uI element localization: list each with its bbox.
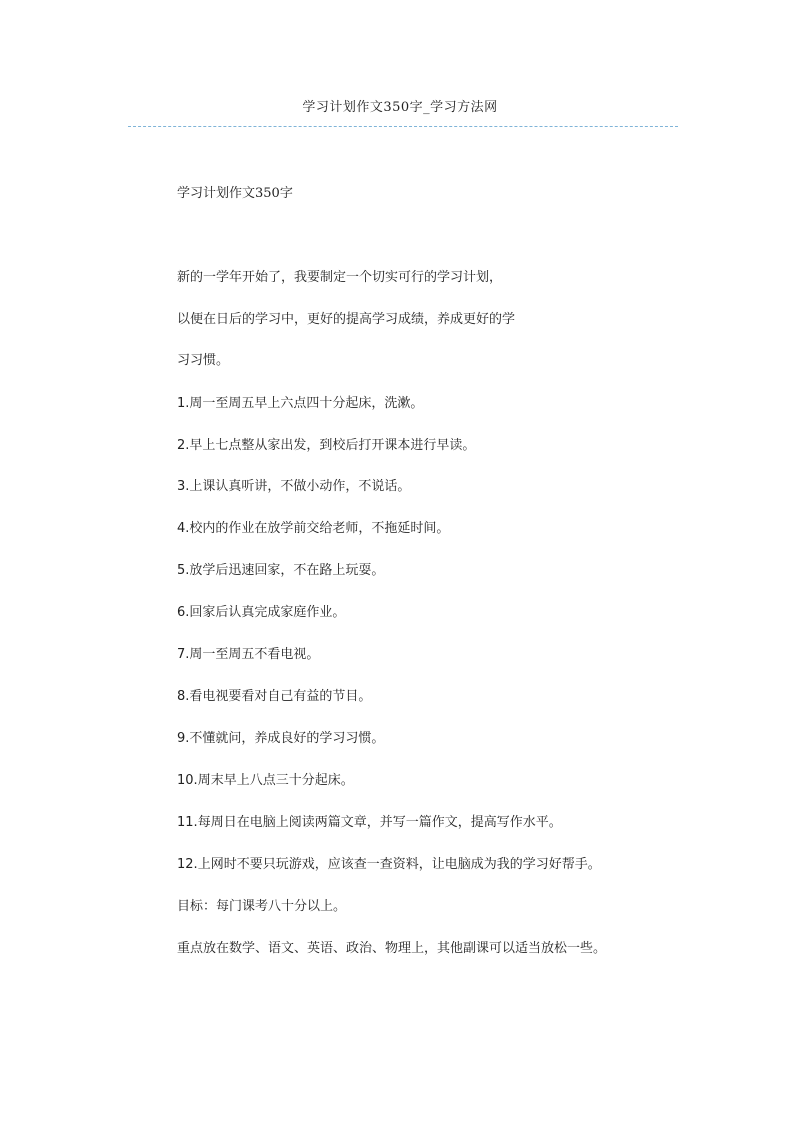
list-item-number: 2. (177, 438, 190, 453)
list-item-text: 不懂就问，养成良好的学习习惯。 (189, 731, 385, 746)
goal-line: 目标：每门课考八十分以上。 (177, 899, 347, 914)
list-item-number: 3. (177, 479, 190, 494)
list-item (177, 475, 410, 494)
header-divider (128, 126, 678, 127)
list-item-number: 12. (177, 857, 198, 872)
list-item-number: 6. (177, 605, 190, 620)
list-item-text: 放学后迅速回家，不在路上玩耍。 (189, 563, 385, 578)
list-item-text: 早上七点整从家出发，到校后打开课本进行早读。 (189, 438, 476, 453)
list-item-number: 10. (177, 773, 198, 788)
list-item-text: 周末早上八点三十分起床。 (197, 773, 354, 788)
list-item-text: 周一至周五不看电视。 (189, 647, 320, 662)
list-item-number: 7. (177, 647, 190, 662)
list-item (177, 517, 449, 536)
list-item (177, 559, 384, 578)
list-item-number: 5. (177, 563, 190, 578)
list-item (177, 769, 354, 788)
list-item-text: 上课认真听讲，不做小动作，不说话。 (189, 479, 411, 494)
page-header-title: 学习计划作文350字_学习方法网 (302, 100, 498, 115)
document-title: 学习计划作文350字 (177, 186, 293, 201)
list-item (177, 434, 475, 453)
list-item (177, 601, 345, 620)
list-item-text: 看电视要看对自己有益的节目。 (189, 689, 372, 704)
list-item (177, 853, 601, 872)
list-item (177, 392, 423, 411)
list-item-number: 4. (177, 521, 190, 536)
list-item (177, 727, 384, 746)
list-item (177, 685, 371, 704)
list-item (177, 811, 562, 830)
list-item-number: 8. (177, 689, 190, 704)
list-item-number: 9. (177, 731, 190, 746)
intro-line-1: 新的一学年开始了，我要制定一个切实可行的学习计划， (177, 270, 503, 285)
list-item-text: 回家后认真完成家庭作业。 (189, 605, 346, 620)
intro-line-2: 以便在日后的学习中，更好的提高学习成绩，养成更好的学 (177, 312, 516, 327)
list-item-number: 1. (177, 396, 190, 411)
list-item-text: 上网时不要只玩游戏，应该查一查资料，让电脑成为我的学习好帮手。 (197, 857, 601, 872)
list-item (177, 643, 319, 662)
list-item-text: 每周日在电脑上阅读两篇文章，并写一篇作文，提高写作水平。 (197, 815, 562, 830)
intro-line-3: 习习惯。 (177, 353, 230, 368)
list-item-text: 校内的作业在放学前交给老师，不拖延时间。 (189, 521, 450, 536)
list-item-number: 11. (177, 815, 198, 830)
focus-line: 重点放在数学、语文、英语、政治、物理上，其他副课可以适当放松一些。 (177, 941, 607, 956)
list-item-text: 周一至周五早上六点四十分起床，洗漱。 (189, 396, 424, 411)
